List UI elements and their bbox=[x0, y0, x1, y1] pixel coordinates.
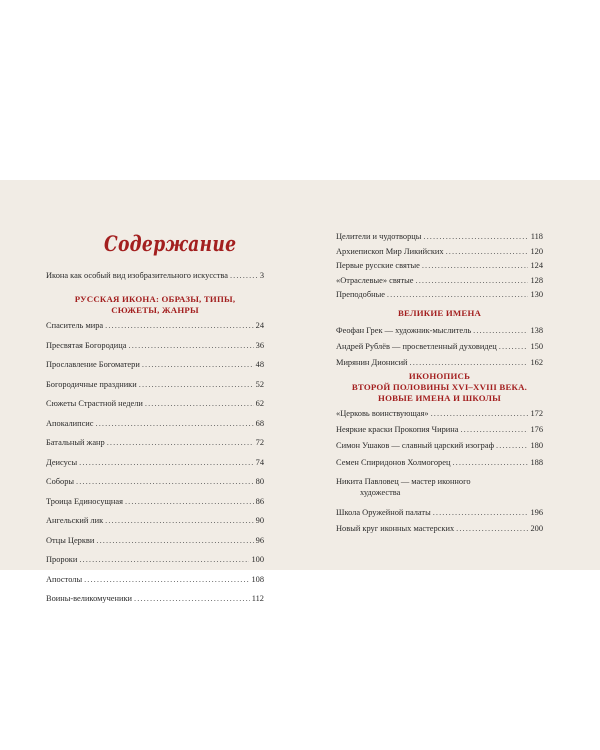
toc-entry[interactable]: Воины-великомученики . . . 112 bbox=[46, 594, 264, 604]
leader-dots bbox=[423, 232, 528, 242]
toc-entry[interactable]: Икона как особый вид изобразительного искусства . . . 3 bbox=[46, 271, 264, 281]
toc-entry[interactable]: Деисусы . . . 74 bbox=[46, 458, 264, 468]
leader-dots bbox=[473, 326, 528, 336]
toc-entry[interactable]: Мирянин Дионисий . . . 162 bbox=[336, 358, 543, 368]
leader-dots bbox=[446, 247, 529, 257]
toc-entry[interactable]: Пророки . . . 100 bbox=[46, 555, 264, 565]
toc-entry[interactable]: Апокалипсис . . . 68 bbox=[46, 419, 264, 429]
toc-entry[interactable]: Сюжеты Страстной недели . . . 62 bbox=[46, 399, 264, 409]
leader-dots bbox=[125, 497, 254, 507]
toc-entry[interactable]: Первые русские святые . . . 124 bbox=[336, 261, 543, 271]
leader-dots bbox=[456, 524, 528, 534]
leader-dots bbox=[105, 516, 253, 526]
leader-dots bbox=[79, 458, 253, 468]
book-spread bbox=[0, 180, 600, 603]
leader-dots bbox=[107, 438, 254, 448]
toc-entry[interactable]: Школа Оружейной палаты . . . 196 bbox=[336, 508, 543, 518]
toc-entry[interactable]: Феофан Грек — художник-мыслитель . . . 138 bbox=[336, 326, 543, 336]
toc-entry[interactable]: Прославление Богоматери . . . 48 bbox=[46, 360, 264, 370]
toc-entry[interactable]: Целители и чудотворцы . . . 118 bbox=[336, 232, 543, 242]
toc-entry[interactable]: «Отраслевые» святые . . . 128 bbox=[336, 276, 543, 286]
leader-dots bbox=[499, 342, 529, 352]
leader-dots bbox=[496, 441, 528, 451]
leader-dots bbox=[387, 290, 529, 300]
toc-entry[interactable]: Неяркие краски Прокопия Чирина . . . 176 bbox=[336, 425, 543, 435]
leader-dots bbox=[433, 508, 529, 518]
leader-dots bbox=[96, 536, 253, 546]
toc-entry[interactable]: Пресвятая Богородица . . . 36 bbox=[46, 341, 264, 351]
section-heading: ИКОНОПИСЬ ВТОРОЙ ПОЛОВИНЫ XVI–XVIII ВЕКА. НОВЫЕ ИМЕНА И ШКОЛЫ bbox=[351, 371, 528, 403]
toc-entry[interactable]: «Церковь воинствующая» . . . 172 bbox=[336, 409, 543, 419]
leader-dots bbox=[134, 594, 250, 604]
leader-dots bbox=[452, 458, 528, 468]
leader-dots bbox=[79, 555, 249, 565]
leader-dots bbox=[76, 477, 254, 487]
leader-dots bbox=[105, 321, 253, 331]
toc-entry[interactable]: Соборы . . . 80 bbox=[46, 477, 264, 487]
toc-entry[interactable]: Батальный жанр . . . 72 bbox=[46, 438, 264, 448]
leader-dots bbox=[431, 409, 529, 419]
toc-entry[interactable]: Спаситель мира . . . 24 bbox=[46, 321, 264, 331]
leader-dots bbox=[139, 380, 254, 390]
leader-dots bbox=[129, 341, 254, 351]
toc-entry[interactable]: Новый круг иконных мастерских . . . 200 bbox=[336, 524, 543, 534]
toc-entry[interactable]: Никита Павловец — мастер иконного художества bbox=[336, 477, 471, 497]
toc-entry[interactable]: Богородичные праздники . . . 52 bbox=[46, 380, 264, 390]
leader-dots bbox=[422, 261, 529, 271]
toc-title: Содержание bbox=[104, 231, 237, 256]
leader-dots bbox=[142, 360, 254, 370]
toc-entry[interactable]: Апостолы . . . 108 bbox=[46, 575, 264, 585]
toc-entry[interactable]: Преподобные . . . 130 bbox=[336, 290, 543, 300]
toc-entry[interactable]: Андрей Рублёв — просветленный духовидец . . . 150 bbox=[336, 342, 543, 352]
leader-dots bbox=[84, 575, 249, 585]
leader-dots bbox=[410, 358, 529, 368]
toc-entry[interactable]: Семен Спиридонов Холмогорец . . . 188 bbox=[336, 458, 543, 468]
leader-dots bbox=[145, 399, 254, 409]
toc-entry[interactable]: Архиепископ Мир Ликийских . . . 120 bbox=[336, 247, 543, 257]
leader-dots bbox=[230, 271, 258, 281]
leader-dots bbox=[416, 276, 529, 286]
toc-entry[interactable]: Троица Единосущная . . . 86 bbox=[46, 497, 264, 507]
toc-entry[interactable]: Ангельский лик . . . 90 bbox=[46, 516, 264, 526]
toc-entry[interactable]: Отцы Церкви . . . 96 bbox=[46, 536, 264, 546]
section-heading: РУССКАЯ ИКОНА: ОБРАЗЫ, ТИПЫ, СЮЖЕТЫ, ЖАНРЫ bbox=[74, 294, 236, 315]
toc-entry[interactable]: Симон Ушаков — славный царский изограф . . . 180 bbox=[336, 441, 543, 451]
leader-dots bbox=[460, 425, 528, 435]
leader-dots bbox=[96, 419, 254, 429]
section-heading: ВЕЛИКИЕ ИМЕНА bbox=[397, 308, 482, 318]
